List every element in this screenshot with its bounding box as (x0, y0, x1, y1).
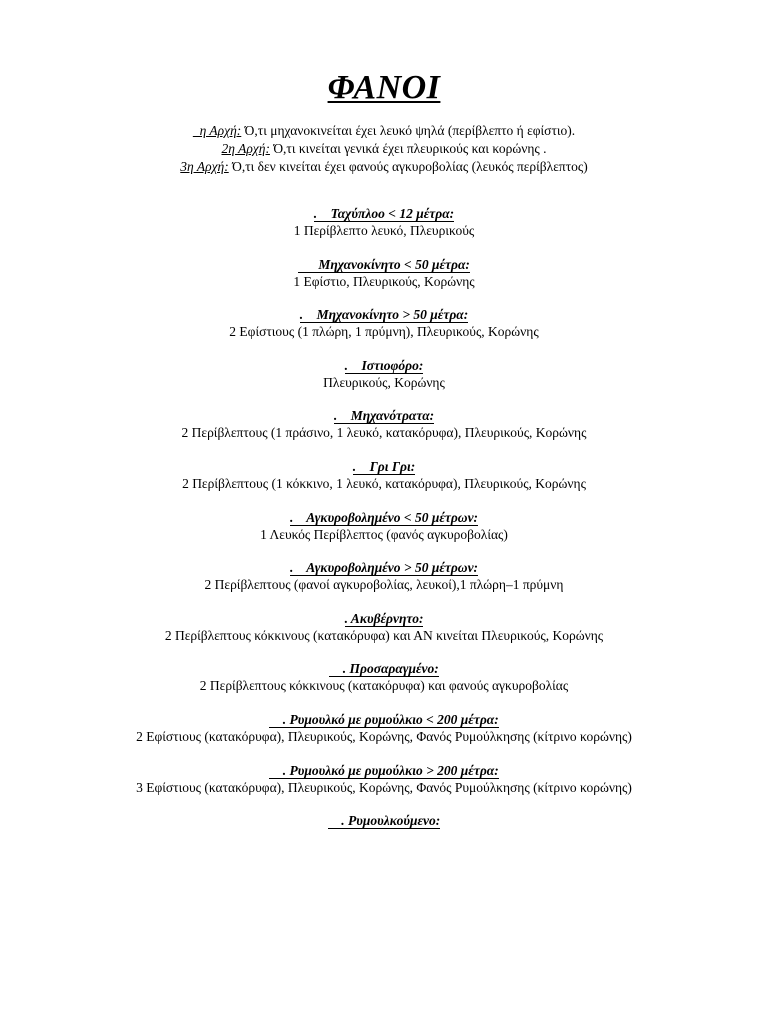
rule-text: Ό,τι κινείται γενικά έχει πλευρικούς και κορώνης . (269, 141, 547, 156)
section-heading (0, 559, 768, 576)
section-body: 2 Περίβλεπτους κόκκινους (κατακόρυφα) και ΑΝ κινείται Πλευρικούς, Κορώνης (164, 627, 604, 643)
section-heading (0, 407, 768, 424)
section-heading (0, 357, 768, 374)
section-heading (0, 812, 768, 829)
rule-label: η Αρχή: (192, 123, 242, 138)
section-item (0, 205, 768, 256)
section-heading (0, 306, 768, 323)
page-title: ΦΑΝΟΙ (327, 69, 441, 106)
section-heading (0, 711, 768, 728)
section-item (0, 812, 768, 863)
section-heading-text: . Ταχύπλοο < 12 μέτρα: (313, 206, 455, 221)
section-body: 1 Περίβλεπτο λευκό, Πλευρικούς (293, 223, 475, 238)
section-item (0, 762, 768, 813)
section-body: 2 Περίβλεπτους (φανοί αγκυροβολίας, λευκοί),1 πλώρη–1 πρύμνη (204, 577, 564, 593)
section-heading-text: . Αγκυροβολημένο < 50 μέτρων: (289, 509, 479, 525)
section-item (0, 610, 768, 661)
section-heading (0, 509, 768, 526)
rules-block (0, 122, 768, 176)
section-item (0, 256, 768, 307)
section-item (0, 559, 768, 610)
section-heading-text: . Προσαραγμένο: (329, 661, 439, 677)
section-body: 2 Περίβλεπτους (1 κόκκινο, 1 λευκό, κατακόρυφα), Πλευρικούς, Κορώνης (182, 475, 586, 491)
section-body: 1 Λευκός Περίβλεπτος (φανός αγκυροβολίας) (260, 526, 508, 542)
rule-text: Ό,τι δεν κινείται έχει φανούς αγκυροβολίας (λευκός περίβλεπτος) (228, 159, 588, 174)
section-heading (0, 458, 768, 475)
section-heading (0, 256, 768, 273)
section-body: 3 Εφίστιους (κατακόρυφα), Πλευρικούς, Κορώνης, Φανός Ρυμούλκησης (κίτρινο κορώνης) (136, 779, 632, 795)
sections-list (0, 205, 768, 863)
rule-text: Ό,τι μηχανοκινείται έχει λευκό ψηλά (περίβλεπτο ή εφίστιο). (241, 123, 576, 138)
section-item (0, 407, 768, 458)
section-item (0, 306, 768, 357)
section-body: 1 Εφίστιο, Πλευρικούς, Κορώνης (293, 273, 475, 289)
section-item (0, 660, 768, 711)
section-item (0, 458, 768, 509)
section-item (0, 509, 768, 560)
section-body: Πλευρικούς, Κορώνης (323, 374, 445, 390)
section-heading-text: . Γρι Γρι: (352, 458, 416, 474)
section-item (0, 357, 768, 408)
rule-label: 3η Αρχή: (180, 159, 229, 174)
section-heading-text: . Μηχανοκίνητο > 50 μέτρα: (299, 307, 469, 323)
rule-line (0, 140, 768, 158)
section-heading-text: . Ρυμουλκούμενο: (327, 813, 441, 829)
section-heading (0, 205, 768, 222)
section-heading-text: . Ρυμουλκό με ρυμούλκιο < 200 μέτρα: (269, 711, 499, 727)
section-body: 2 Περίβλεπτους κόκκινους (κατακόρυφα) και φανούς αγκυροβολίας (199, 678, 569, 694)
section-heading-text: . Ρυμουλκό με ρυμούλκιο > 200 μέτρα: (269, 762, 499, 778)
section-body: 2 Περίβλεπτους (1 πράσινο, 1 λευκό, κατακόρυφα), Πλευρικούς, Κορώνης (181, 425, 587, 441)
section-heading (0, 762, 768, 779)
section-body: 2 Εφίστιους (1 πλώρη, 1 πρύμνη), Πλευρικούς, Κορώνης (229, 324, 539, 340)
section-heading-text: . Μηχανότρατα: (333, 408, 435, 424)
section-body: 2 Εφίστιους (κατακόρυφα), Πλευρικούς, Κορώνης, Φανός Ρυμούλκησης (κίτρινο κορώνης) (136, 728, 632, 744)
section-item (0, 711, 768, 762)
section-heading-text: Μηχανοκίνητο < 50 μέτρα: (298, 256, 470, 272)
section-heading-text: . Αγκυροβολημένο > 50 μέτρων: (289, 560, 479, 576)
section-heading-text: . Ακυβέρνητο: (344, 610, 424, 626)
rule-label: 2η Αρχή: (221, 141, 270, 156)
section-heading (0, 660, 768, 677)
section-heading (0, 610, 768, 627)
rule-line (0, 122, 768, 140)
section-heading-text: . Ιστιοφόρο: (344, 357, 424, 373)
rule-line (0, 158, 768, 176)
